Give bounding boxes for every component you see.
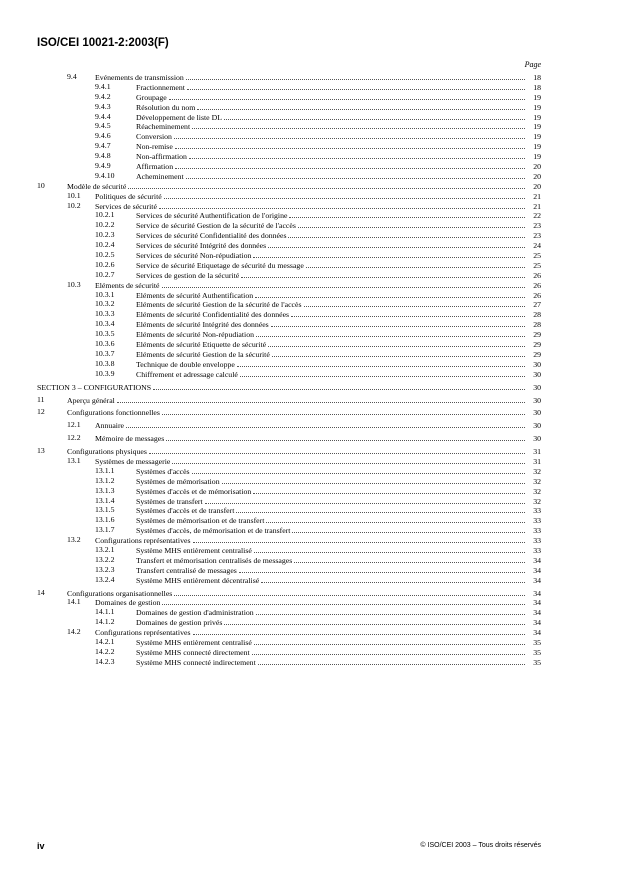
toc-entry [37, 181, 541, 191]
toc-entry-title: Service de sécurité Gestion de la sécurité de l'accès [136, 221, 296, 231]
toc-entry-title: Non-affirmation [136, 152, 187, 162]
toc-entry-title: Système MHS entièrement centralisé [136, 545, 252, 555]
toc-entry [37, 112, 541, 122]
dot-leader [253, 250, 525, 258]
toc-entry-page: 32 [533, 486, 541, 496]
dot-leader [128, 181, 525, 189]
toc-entry-title: Systèmes de transfert [136, 496, 203, 506]
toc-entry-title: Eléments de sécurité Confidentialité des données [136, 310, 290, 320]
toc-entry-number: 10.2.5 [95, 250, 115, 260]
toc-entry-title: Systèmes de mémorisation et de transfert [136, 516, 265, 526]
toc-entry [37, 505, 541, 515]
toc-entry-number: 13.2 [67, 535, 81, 545]
toc-entry-page: 29 [533, 340, 541, 350]
toc-entry [37, 496, 541, 506]
toc-entry-page: 32 [533, 476, 541, 486]
toc-entry-page: 25 [533, 260, 541, 270]
dot-leader [197, 102, 525, 110]
toc-entry [37, 319, 541, 329]
toc-entry [37, 466, 541, 476]
toc-entry-title: Conversion [136, 132, 172, 142]
toc-entry-page: 30 [533, 395, 541, 405]
toc-entry-number: 9.4.1 [95, 81, 111, 91]
toc-entry-number: 10.2.6 [95, 259, 115, 269]
toc-entry-number: 10.3.3 [95, 309, 115, 319]
toc-entry-number: 14.1.2 [95, 617, 115, 627]
toc-entry [37, 210, 541, 220]
toc-entry-number: 10.3.1 [95, 289, 115, 299]
toc-entry [37, 456, 541, 466]
dot-leader [258, 657, 525, 665]
toc-entry-title: Systèmes d'accès, de mémorisation et de transfert [136, 526, 291, 536]
toc-entry-page: 19 [533, 122, 541, 132]
toc-entry-page: 32 [533, 496, 541, 506]
toc-entry-page: 34 [533, 598, 541, 608]
toc-entry-page: 19 [533, 102, 541, 112]
toc-entry [37, 657, 541, 667]
toc-entry-title: Eléments de sécurité Intégrité des données [136, 320, 269, 330]
toc-entry-number: 10 [37, 180, 45, 190]
toc-entry-title: Domaines de gestion d'administration [136, 608, 254, 618]
dot-leader [162, 597, 525, 605]
toc-entry-number: 10.3.6 [95, 339, 115, 349]
toc-entry-title: Systèmes de mémorisation [136, 476, 220, 486]
toc-entry-page: 30 [533, 434, 541, 444]
toc-entry-title: Eléments de sécurité Gestion de la sécurité [136, 349, 270, 359]
toc-entry-title: Services de sécurité Intégrité des données [136, 241, 267, 251]
toc-entry [37, 515, 541, 525]
toc-entry [37, 588, 541, 598]
toc-entry-number: 12 [37, 407, 45, 417]
toc-entry [37, 151, 541, 161]
toc-entry-title: Services de sécurité Non-répudiation [136, 251, 252, 261]
toc-entry-title: Système MHS connecté indirectement [136, 657, 256, 667]
toc-entry-title: Configurations fonctionnelles [67, 408, 160, 418]
toc-entry-title: Eléments de sécurité Gestion de la sécurité de l'accès [136, 300, 302, 310]
toc-entry-title: Configurations représentatives [95, 628, 191, 638]
toc-entry-title: Politiques de sécurité [95, 191, 162, 201]
toc-entry-page: 34 [533, 608, 541, 618]
toc-entry-title: Eléments de sécurité Authentification [136, 290, 254, 300]
toc-entry-page: 34 [533, 618, 541, 628]
toc-entry-number: 14.1 [67, 597, 81, 607]
toc-entry-page: 21 [533, 191, 541, 201]
toc-entry-number: 10.3.4 [95, 319, 115, 329]
toc-entry-number: 9.4.5 [95, 121, 111, 131]
toc-entry [37, 565, 541, 575]
toc-entry [37, 131, 541, 141]
toc-entry-title: Résolution du nom [136, 102, 196, 112]
toc-entry-title: Modèle de sécurité [67, 181, 127, 191]
toc-entry-page: 29 [533, 330, 541, 340]
dot-leader [192, 466, 525, 474]
toc-entry-page: 20 [533, 181, 541, 191]
toc-entry [37, 260, 541, 270]
toc-entry-page: 29 [533, 349, 541, 359]
toc-entry-number: 14.1.1 [95, 607, 115, 617]
dot-leader [224, 617, 525, 625]
toc-entry-number: 11 [37, 394, 45, 404]
toc-entry-page: 26 [533, 290, 541, 300]
toc-entry-number: 10.2.2 [95, 220, 115, 230]
toc-entry-page: 33 [533, 545, 541, 555]
toc-entry-number: 9.4.7 [95, 141, 111, 151]
toc-entry-page: 20 [533, 171, 541, 181]
dot-leader [294, 555, 525, 563]
toc-entry-title: Domaines de gestion privés [136, 618, 223, 628]
toc-entry-title: Fractionnement [136, 82, 185, 92]
toc-entry-title: Système MHS entièrement décentralisé [136, 575, 260, 585]
toc-entry-number: 13.1.7 [95, 525, 115, 535]
toc-entry [37, 359, 541, 369]
toc-entry [37, 407, 541, 417]
toc-entry-page: 22 [533, 211, 541, 221]
dot-leader [254, 637, 525, 645]
toc-entry-page: 35 [533, 637, 541, 647]
toc-entry-page: 31 [533, 447, 541, 457]
toc-entry [37, 575, 541, 585]
dot-leader [189, 151, 525, 159]
toc-entry [37, 72, 541, 82]
toc-entry-page: 23 [533, 231, 541, 241]
toc-entry-page: 28 [533, 320, 541, 330]
toc-entry-title: Transfert et mémorisation centralisés de messages [136, 555, 293, 565]
toc-entry-title: Systèmes d'accès et de mémorisation [136, 486, 252, 496]
toc-entry [37, 250, 541, 260]
toc-entry-number: 9.4.10 [95, 170, 115, 180]
toc-entry [37, 476, 541, 486]
dot-leader [272, 349, 525, 357]
dot-leader [186, 171, 525, 179]
dot-leader [193, 535, 526, 543]
toc-entry-page: 30 [533, 421, 541, 431]
dot-leader [166, 433, 525, 441]
toc-entry [37, 201, 541, 211]
dot-leader [236, 505, 525, 513]
toc-entry-number: 13.1.2 [95, 475, 115, 485]
toc-entry-page: 23 [533, 221, 541, 231]
dot-leader [241, 270, 525, 278]
toc-entry-page: 33 [533, 506, 541, 516]
toc-entry-number: 13.1.5 [95, 505, 115, 515]
dot-leader [237, 359, 525, 367]
toc-entry-title: Systèmes de messagerie [95, 456, 171, 466]
toc-entry-number: 9.4.4 [95, 111, 111, 121]
dot-leader [192, 121, 525, 129]
toc-entry-page: 33 [533, 526, 541, 536]
toc-entry [37, 280, 541, 290]
toc-entry-title: Affirmation [136, 162, 174, 172]
dot-leader [256, 607, 525, 615]
dot-leader [256, 329, 525, 337]
toc-entry [37, 121, 541, 131]
toc-entry-title: Eléments de sécurité [95, 280, 160, 290]
toc-entry-number: 13.2.3 [95, 564, 115, 574]
toc-entry-title: Système MHS entièrement centralisé [136, 637, 252, 647]
toc-entry-number: 10.3.8 [95, 358, 115, 368]
toc-entry [37, 637, 541, 647]
dot-leader [289, 210, 525, 218]
dot-leader [187, 82, 525, 90]
toc-entry-page: 35 [533, 647, 541, 657]
dot-leader [162, 280, 525, 288]
toc-entry-title: Eléments de sécurité Non-répudiation [136, 330, 254, 340]
toc-entry-title: Non-remise [136, 142, 173, 152]
toc-entry-number: 10.3.5 [95, 329, 115, 339]
dot-leader [186, 72, 525, 80]
toc-entry-title: Systèmes d'accès [136, 466, 190, 476]
dot-leader [239, 565, 525, 573]
toc-entry-title: Développement de liste DL [136, 112, 222, 122]
toc-entry-number: 9.4.9 [95, 161, 111, 171]
toc-entry-title: Réacheminement [136, 122, 191, 132]
toc-entry-title: Configurations représentatives [95, 536, 191, 546]
toc-entry-title: Eléments de sécurité Etiquette de sécurité [136, 340, 267, 350]
dot-leader [255, 290, 525, 298]
toc-entry-title: Services de sécurité [95, 201, 157, 211]
dot-leader [149, 446, 525, 454]
toc-entry-number: 12.1 [67, 420, 81, 430]
dot-leader [174, 131, 525, 139]
toc-entry [37, 446, 541, 456]
toc-entry-number: 10.2 [67, 200, 81, 210]
dot-leader [224, 112, 525, 120]
toc-entry-page: 30 [533, 382, 541, 392]
toc-entry-title: Systèmes d'accès et de transfert [136, 506, 235, 516]
dot-leader [126, 420, 525, 428]
toc-entry [37, 349, 541, 359]
toc-entry-number: 9.4.6 [95, 131, 111, 141]
dot-leader [222, 476, 525, 484]
toc-entry [37, 161, 541, 171]
toc-entry-page: 24 [533, 241, 541, 251]
toc-entry-number: 13.1 [67, 455, 81, 465]
toc-entry-number: 10.2.3 [95, 230, 115, 240]
dot-leader [175, 161, 525, 169]
toc-entry [37, 92, 541, 102]
toc-entry-page: 34 [533, 555, 541, 565]
dot-leader [306, 260, 525, 268]
toc-entry-page: 35 [533, 657, 541, 667]
toc-entry [37, 230, 541, 240]
toc-entry [37, 309, 541, 319]
toc-entry-page: 19 [533, 92, 541, 102]
dot-leader [266, 515, 525, 523]
toc-entry-page: 33 [533, 536, 541, 546]
toc-entry-page: 33 [533, 516, 541, 526]
toc-entry-page: 32 [533, 466, 541, 476]
toc-entry-number: 13.1.1 [95, 465, 115, 475]
toc-entry [37, 240, 541, 250]
toc-entry-number: 13.1.3 [95, 485, 115, 495]
dot-leader [205, 496, 525, 504]
dot-leader [153, 382, 525, 390]
toc-entry-page: 19 [533, 152, 541, 162]
toc-entry-page: 26 [533, 280, 541, 290]
toc-entry [37, 82, 541, 92]
toc-entry-number: 10.2.1 [95, 210, 115, 220]
copyright-notice: © ISO/CEI 2003 – Tous droits réservés [420, 842, 541, 849]
toc-entry-number: 14 [37, 587, 45, 597]
toc-entry [37, 535, 541, 545]
dot-leader [175, 141, 525, 149]
document-title: ISO/CEI 10021-2:2003(F) [37, 37, 169, 49]
toc-entry-page: 18 [533, 82, 541, 92]
dot-leader [172, 456, 525, 464]
toc-entry-page: 18 [533, 73, 541, 82]
toc-entry-number: 13.2.2 [95, 554, 115, 564]
toc-entry-title: Annuaire [95, 421, 125, 431]
toc-entry [37, 299, 541, 309]
toc-entry-title: Domaines de gestion [95, 598, 161, 608]
toc-entry [37, 171, 541, 181]
dot-leader [291, 309, 525, 317]
toc-entry [37, 525, 541, 535]
toc-entry-number: 9.4.3 [95, 101, 111, 111]
toc-entry-title: Services de gestion de la sécurité [136, 270, 240, 280]
toc-entry [37, 102, 541, 112]
toc-entry [37, 369, 541, 379]
toc-entry-page: 30 [533, 369, 541, 379]
toc-entry-page: 28 [533, 310, 541, 320]
dot-leader [304, 299, 525, 307]
toc-entry [37, 290, 541, 300]
toc-entry-number: 13.1.4 [95, 495, 115, 505]
toc-entry-page: 34 [533, 588, 541, 598]
dot-leader [169, 92, 525, 100]
toc-entry-number: 14.2.2 [95, 646, 115, 656]
dot-leader [240, 369, 525, 377]
table-of-contents [37, 72, 541, 667]
toc-entry-title: Configurations organisationnelles [67, 588, 173, 598]
toc-entry-title: Configurations physiques [67, 447, 147, 457]
toc-entry-number: 13.1.6 [95, 515, 115, 525]
toc-entry [37, 329, 541, 339]
toc-entry-page: 34 [533, 628, 541, 638]
toc-entry-page: 26 [533, 270, 541, 280]
toc-entry-number: 14.2.3 [95, 656, 115, 666]
dot-leader [292, 525, 525, 533]
dot-leader [271, 319, 525, 327]
toc-entry [37, 545, 541, 555]
toc-entry [37, 433, 541, 443]
toc-entry-page: 27 [533, 300, 541, 310]
toc-entry-title: Chiffrement et adressage calculé [136, 369, 238, 379]
toc-entry-page: 34 [533, 575, 541, 585]
toc-entry-number: 14.2.1 [95, 636, 115, 646]
toc-entry-title: Acheminement [136, 171, 184, 181]
dot-leader [268, 240, 525, 248]
toc-entry-page: 25 [533, 251, 541, 261]
toc-entry-title: Services de sécurité Authentification de l'origine [136, 211, 288, 221]
toc-entry-page: 21 [533, 201, 541, 211]
dot-leader [288, 230, 525, 238]
toc-entry-page: 19 [533, 112, 541, 122]
toc-entry-page: 20 [533, 162, 541, 172]
toc-entry-page: 34 [533, 565, 541, 575]
toc-entry-page: 19 [533, 142, 541, 152]
dot-leader [268, 339, 525, 347]
toc-entry-number: 9.4 [67, 72, 77, 81]
dot-leader [252, 647, 525, 655]
toc-entry-number: 10.3.7 [95, 348, 115, 358]
toc-entry-page: 30 [533, 359, 541, 369]
toc-entry-number: 9.4.2 [95, 91, 111, 101]
toc-entry-title: Service de sécurité Etiquetage de sécurité du message [136, 260, 304, 270]
dot-leader [162, 407, 525, 415]
toc-entry [37, 627, 541, 637]
toc-entry-title: Aperçu général [67, 395, 115, 405]
page-number: iv [37, 841, 45, 851]
toc-entry-page: 19 [533, 132, 541, 142]
toc-entry [37, 220, 541, 230]
toc-entry [37, 486, 541, 496]
toc-entry [37, 607, 541, 617]
toc-entry-title: Evénements de transmission [95, 73, 184, 82]
toc-entry-number: 13.2.1 [95, 544, 115, 554]
toc-entry [37, 555, 541, 565]
toc-entry-title: SECTION 3 – CONFIGURATIONS [37, 382, 152, 392]
toc-entry-number: 13 [37, 446, 45, 456]
toc-entry [37, 597, 541, 607]
toc-entry-page: 31 [533, 456, 541, 466]
toc-entry [37, 617, 541, 627]
toc-entry-title: Groupage [136, 92, 167, 102]
toc-entry [37, 395, 541, 405]
toc-entry [37, 191, 541, 201]
toc-entry-title: Mémoire de messages [95, 434, 165, 444]
dot-leader [253, 486, 525, 494]
toc-entry [37, 382, 541, 392]
dot-leader [254, 545, 525, 553]
toc-entry-page: 30 [533, 408, 541, 418]
toc-entry-title: Transfert centralisé de messages [136, 565, 237, 575]
toc-entry-title: Système MHS connecté directement [136, 647, 250, 657]
toc-entry-number: 10.3.2 [95, 299, 115, 309]
toc-entry-number: 10.1 [67, 190, 81, 200]
dot-leader [117, 395, 525, 403]
dot-leader [298, 220, 525, 228]
dot-leader [261, 575, 525, 583]
dot-leader [164, 191, 525, 199]
toc-entry [37, 420, 541, 430]
dot-leader [193, 627, 526, 635]
toc-entry-number: 10.3 [67, 279, 81, 289]
toc-entry-number: 10.2.4 [95, 240, 115, 250]
toc-entry-number: 13.2.4 [95, 574, 115, 584]
toc-entry-number: 12.2 [67, 433, 81, 443]
toc-entry-title: Services de sécurité Confidentialité des données [136, 231, 287, 241]
toc-entry-number: 14.2 [67, 627, 81, 637]
toc-entry [37, 647, 541, 657]
toc-entry [37, 141, 541, 151]
page-column-label: Page [524, 60, 541, 69]
toc-entry-number: 9.4.8 [95, 151, 111, 161]
dot-leader [174, 588, 525, 596]
dot-leader [159, 201, 525, 209]
toc-entry [37, 270, 541, 280]
toc-entry-number: 10.2.7 [95, 269, 115, 279]
toc-entry-title: Technique de double enveloppe [136, 359, 235, 369]
toc-entry [37, 339, 541, 349]
toc-entry-number: 10.3.9 [95, 368, 115, 378]
